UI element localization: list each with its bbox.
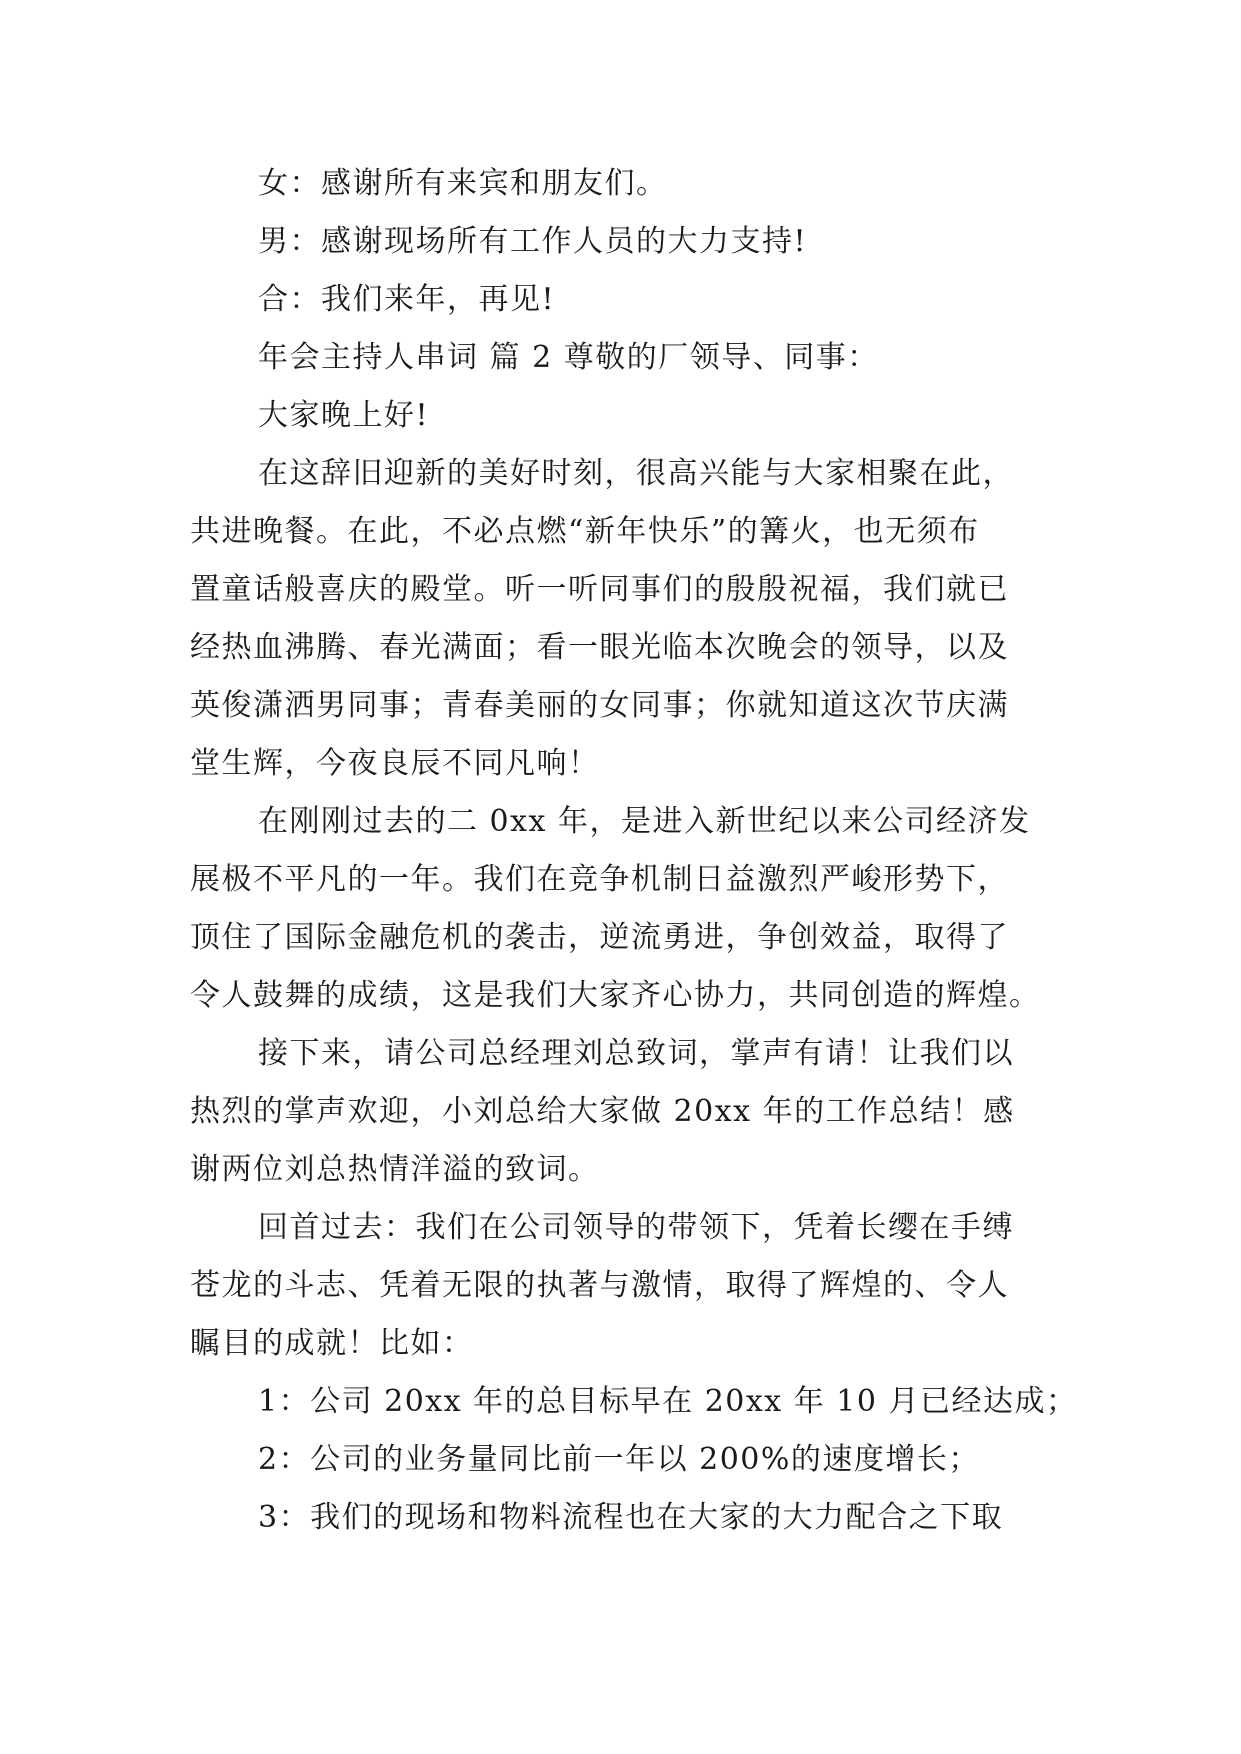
list-item: 1：公司 20xx 年的总目标早在 20xx 年 10 月已经达成； bbox=[258, 1384, 1078, 1419]
paragraph-review bbox=[190, 793, 1060, 1025]
paragraph-line: 堂生辉，今夜良辰不同凡响！ bbox=[190, 746, 600, 781]
paragraph-achievements bbox=[190, 1199, 1060, 1373]
paragraph-line: 置童话般喜庆的殿堂。听一听同事们的殷殷祝福，我们就已 bbox=[190, 572, 1009, 607]
paragraph-opening bbox=[190, 445, 1060, 793]
paragraph-line: 谢两位刘总热情洋溢的致词。 bbox=[190, 1152, 600, 1187]
paragraph-line: 顶住了国际金融危机的袭击，逆流勇进，争创效益，取得了 bbox=[190, 920, 1009, 955]
list-item: 2：公司的业务量同比前一年以 200%的速度增长； bbox=[258, 1442, 980, 1477]
paragraph-line: 瞩目的成就！比如： bbox=[190, 1326, 474, 1361]
paragraph-line: 回首过去：我们在公司领导的带领下，凭着长缨在手缚 bbox=[258, 1210, 1014, 1245]
paragraph-line: 在这辞旧迎新的美好时刻，很高兴能与大家相聚在此， bbox=[258, 456, 1014, 491]
paragraph-line: 令人鼓舞的成绩，这是我们大家齐心协力，共同创造的辉煌。 bbox=[190, 978, 1041, 1013]
list-item: 3：我们的现场和物料流程也在大家的大力配合之下取 bbox=[258, 1500, 1004, 1535]
paragraph-line: 展极不平凡的一年。我们在竞争机制日益激烈严峻形势下， bbox=[190, 862, 1009, 897]
paragraph-line: 在刚刚过去的二 0xx 年，是进入新世纪以来公司经济发 bbox=[258, 804, 1031, 839]
paragraph-line: 经热血沸腾、春光满面；看一眼光临本次晚会的领导，以及 bbox=[190, 630, 1009, 665]
dialogue-line-male: 男：感谢现场所有工作人员的大力支持! bbox=[258, 224, 808, 259]
paragraph-line: 英俊潇洒男同事；青春美丽的女同事；你就知道这次节庆满 bbox=[190, 688, 1009, 723]
paragraph-line: 苍龙的斗志、凭着无限的执著与激情，取得了辉煌的、令人 bbox=[190, 1268, 1009, 1303]
dialogue-line-female: 女：感谢所有来宾和朋友们。 bbox=[258, 166, 668, 201]
document-body bbox=[190, 155, 1078, 1547]
section-heading: 年会主持人串词 篇 2 尊敬的厂领导、同事： bbox=[258, 340, 879, 375]
paragraph-line: 接下来，请公司总经理刘总致词，掌声有请！让我们以 bbox=[258, 1036, 1014, 1071]
greeting-line: 大家晚上好! bbox=[258, 398, 430, 433]
paragraph-speech-intro bbox=[190, 1025, 1060, 1199]
dialogue-line-together: 合：我们来年，再见! bbox=[258, 282, 556, 317]
paragraph-line: 共进晚餐。在此，不必点燃“新年快乐”的篝火，也无须布 bbox=[190, 514, 980, 549]
paragraph-line: 热烈的掌声欢迎，小刘总给大家做 20xx 年的工作总结！感 bbox=[190, 1094, 1015, 1129]
